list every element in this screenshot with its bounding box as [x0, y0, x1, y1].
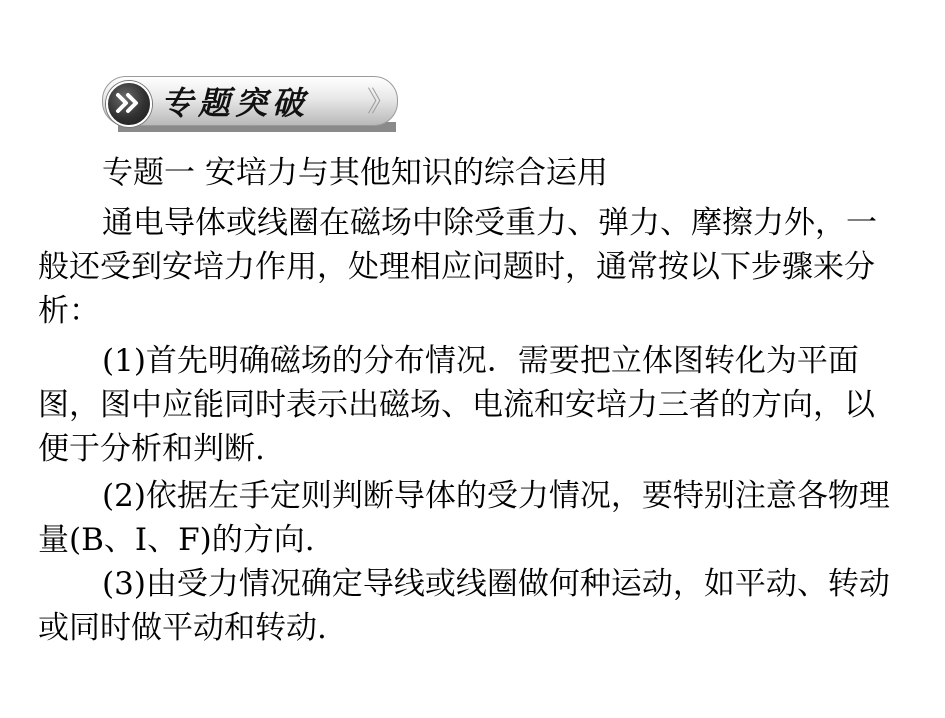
- chevron-right-icon: 》: [367, 85, 396, 118]
- double-chevron-right-icon: [106, 81, 152, 127]
- step-1-line-2: 图，图中应能同时表示出磁场、电流和安培力三者的方向，以: [38, 387, 875, 423]
- intro-line-3: 析：: [38, 293, 100, 329]
- banner-title: 专题突破: [161, 84, 310, 122]
- intro-line-2: 般还受到安培力作用，处理相应问题时，通常按以下步骤来分: [38, 249, 875, 285]
- step-1-line-3: 便于分析和判断.: [38, 431, 265, 467]
- step-3-line-2: 或同时做平动和转动.: [38, 610, 327, 646]
- banner-pill: [102, 76, 398, 126]
- intro-paragraph: [38, 201, 910, 333]
- step-2-paragraph: [38, 474, 910, 562]
- step-3-line-1: (3)由受力情况确定导线或线圈做何种运动，如平动、转动: [102, 566, 890, 602]
- topic-title: 专题一 安培力与其他知识的综合运用: [102, 155, 608, 191]
- step-2-line-1: (2)依据左手定则判断导体的受力情况，要特别注意各物理: [102, 478, 890, 514]
- section-banner: [100, 74, 398, 136]
- step-3-paragraph: [38, 562, 910, 650]
- step-1-line-1: (1)首先明确磁场的分布情况．需要把立体图转化为平面: [102, 343, 859, 379]
- step-2-line-2: 量(B、I、F)的方向.: [38, 522, 315, 558]
- step-1-paragraph: [38, 339, 910, 471]
- intro-line-1: 通电导体或线圈在磁场中除受重力、弹力、摩擦力外，一: [102, 205, 877, 241]
